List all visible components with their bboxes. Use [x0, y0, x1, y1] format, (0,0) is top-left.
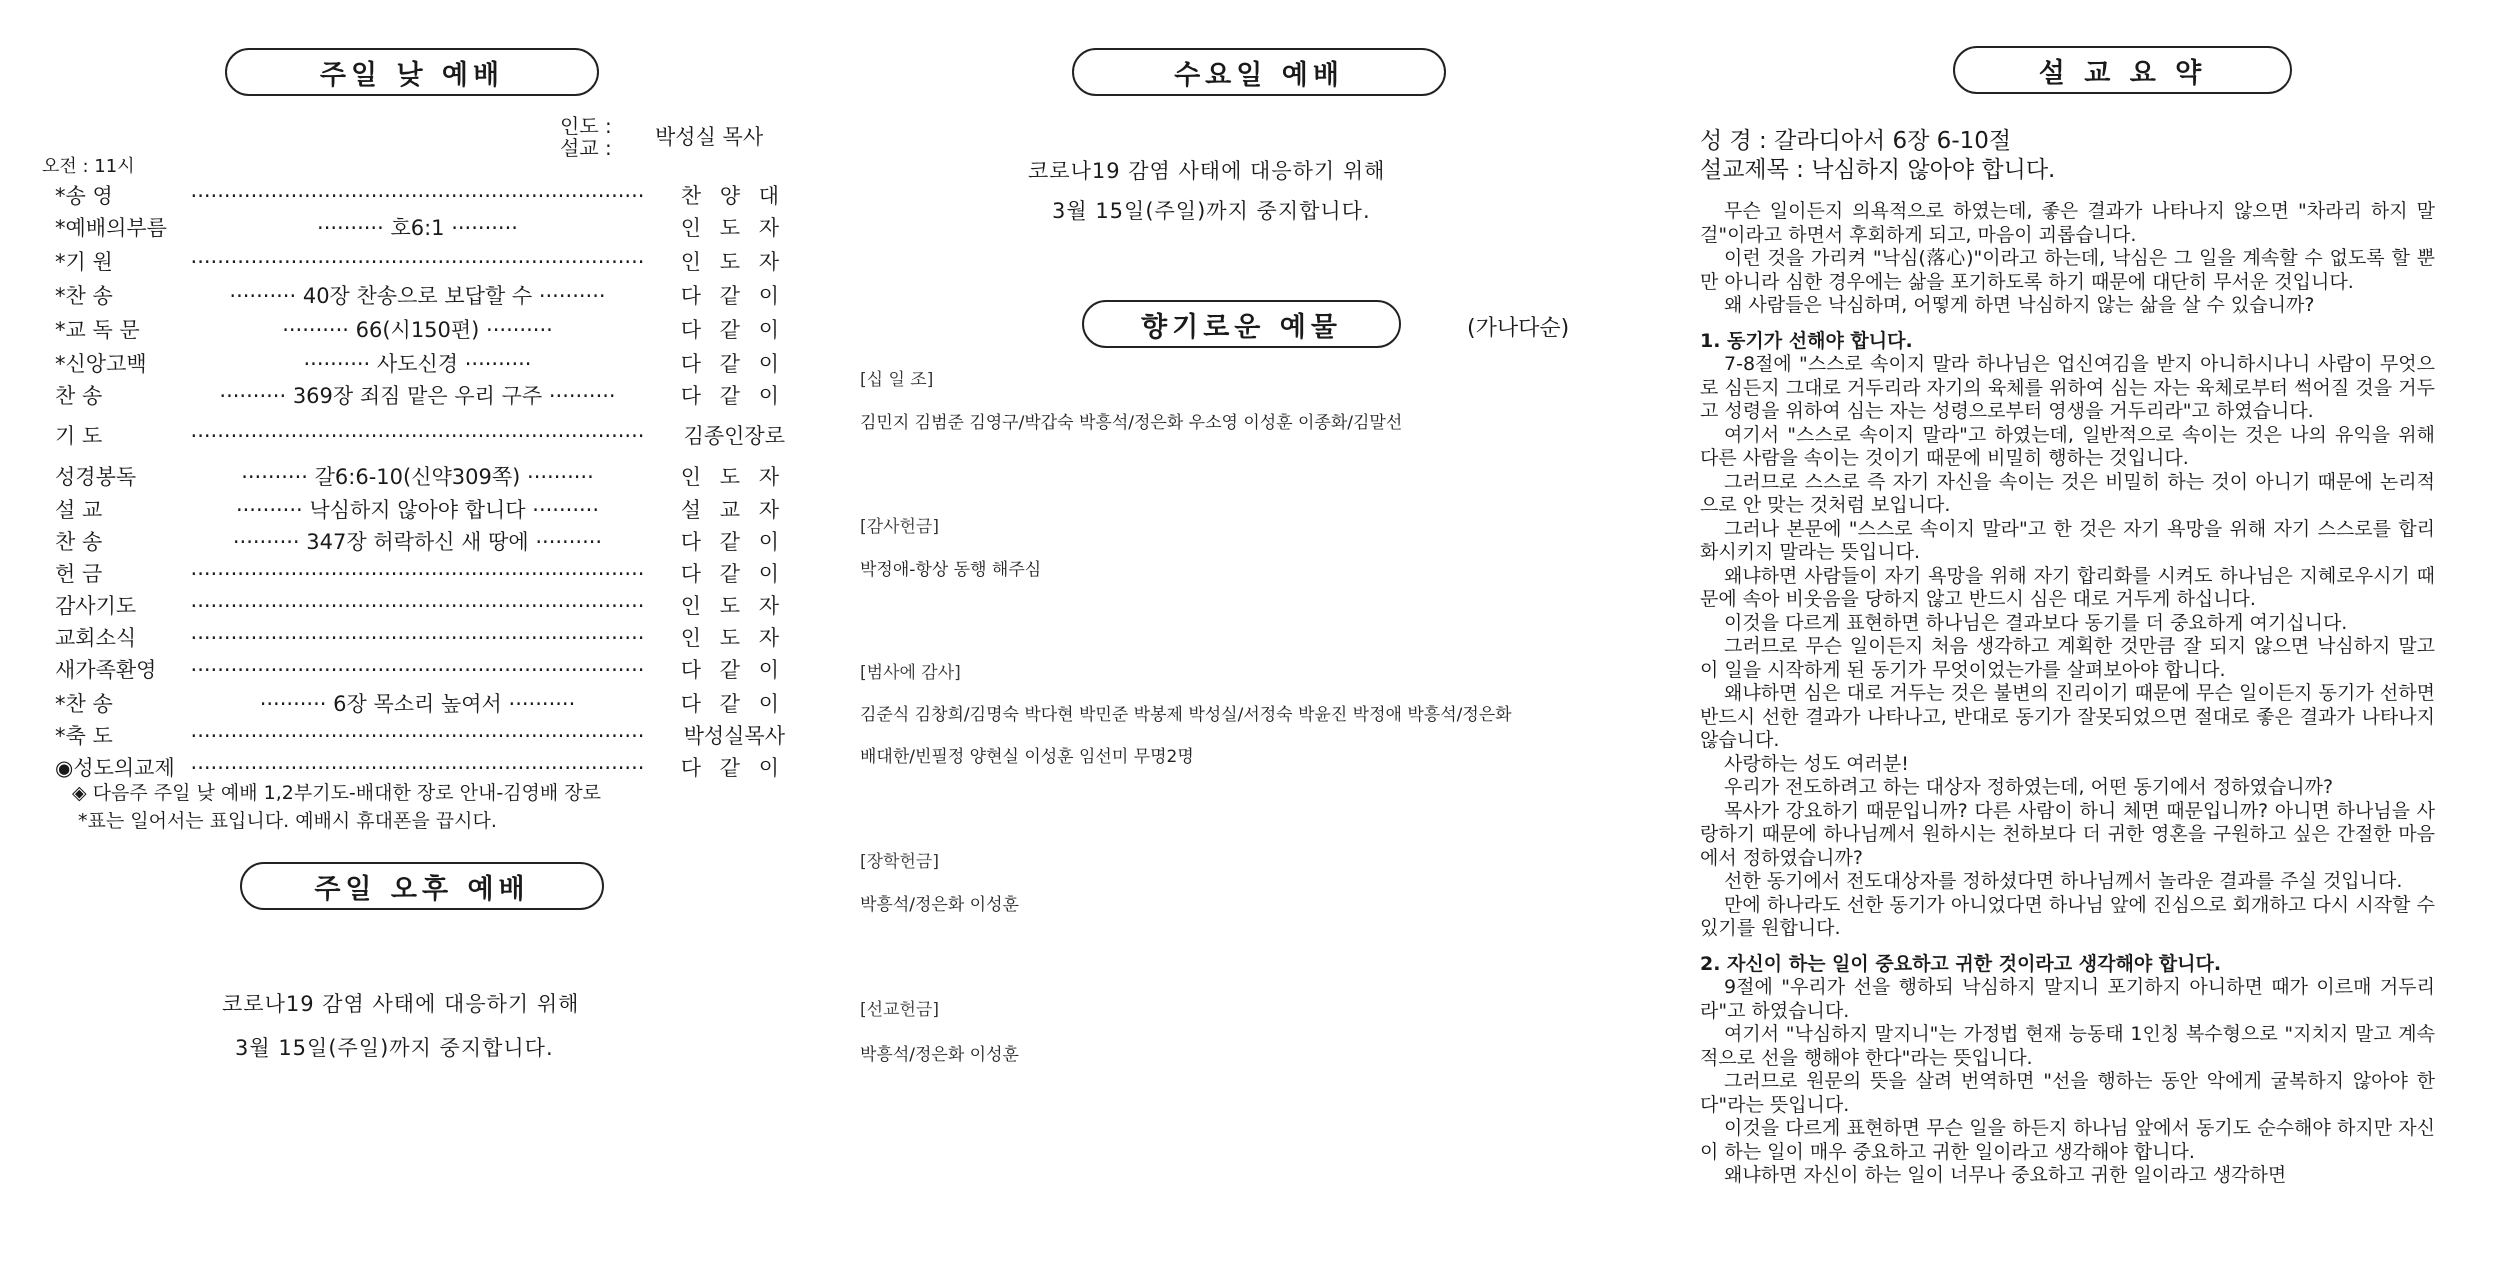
- order-item-detail: ····································································: [190, 424, 645, 448]
- order-item-detail: ····································································: [190, 594, 645, 618]
- order-row: [55, 622, 785, 650]
- offerings-title-text: 향기로운 예물: [1141, 311, 1342, 343]
- order-item-role: 다 같 이: [680, 352, 785, 376]
- order-item-role: 다 같 이: [680, 692, 785, 716]
- order-item-name: 성경봉독: [55, 465, 137, 489]
- sermon-paragraph: 그러므로 스스로 즉 자기 자신을 속이는 것은 비밀히 하는 것이 아니기 때문에 논리적으로 안 맞는 것처럼 보입니다.: [1700, 470, 2435, 516]
- order-item-name: *교 독 문: [55, 318, 140, 342]
- order-item-detail: ·········· 6장 목소리 높여서 ··········: [259, 692, 576, 716]
- sunday-afternoon-title: [240, 862, 604, 910]
- order-item-name: *기 원: [55, 250, 113, 274]
- order-item-detail: ····································································: [190, 626, 645, 650]
- order-row: [55, 314, 785, 342]
- sunday-morning-title: [225, 48, 599, 96]
- order-item-role: 다 같 이: [680, 756, 785, 780]
- sermon-paragraph: 우리가 전도하려고 하는 대상자 정하였는데, 어떤 동기에서 정하였습니까?: [1724, 776, 2334, 798]
- order-row: [55, 348, 785, 376]
- sermon-paragraph: 왜냐하면 자신이 하는 일이 너무나 중요하고 귀한 일이라고 생각하면: [1724, 1164, 2287, 1186]
- order-item-role: 인 도 자: [680, 465, 785, 489]
- sermon-paragraph: 선한 동기에서 전도대상자를 정하셨다면 하나님께서 놀라운 결과를 주실 것입니다.: [1724, 870, 2403, 892]
- offerings-order-note: (가나다순): [1467, 316, 1570, 341]
- offering-group-heading: [선교헌금]: [860, 1000, 939, 1020]
- afternoon-notice-line1: 코로나19 감염 사태에 대응하기 위해: [222, 992, 580, 1016]
- order-item-detail: ·········· 호6:1 ··········: [317, 216, 518, 240]
- order-item-role: 인 도 자: [680, 594, 785, 618]
- sermon-paragraph: 사랑하는 성도 여러분!: [1724, 752, 1909, 775]
- next-week-note: ◈ 다음주 주일 낮 예배 1,2부기도-배대한 장로 안내-김영배 장로: [72, 782, 601, 804]
- order-item-role: 다 같 이: [680, 658, 785, 682]
- order-item-role: 찬 양 대: [680, 184, 785, 208]
- offering-group-names: 박정애-항상 동행 해주심: [860, 560, 1042, 580]
- order-item-detail: ·········· 66(시150편) ··········: [282, 318, 553, 342]
- offering-group-names: 박흥석/정은화 이성훈: [860, 1045, 1019, 1065]
- order-item-name: *송 영: [55, 184, 113, 208]
- standing-note: *표는 일어서는 표입니다. 예배시 휴대폰을 끕시다.: [78, 810, 497, 832]
- sermon-paragraph: 목사가 강요하기 때문입니까? 다른 사람이 하니 체면 때문입니까? 아니면 하나님을 사랑하기 때문에 하나님께서 원하시는 천하보다 더 귀한 영혼을 구원하고 싶은 간절한 마음에서 정하였습니까?: [1700, 799, 2435, 869]
- order-item-detail: ·········· 갈6:6-10(신약309쪽) ··········: [241, 465, 594, 489]
- order-item-detail: ·········· 40장 찬송으로 보답할 수 ··········: [229, 284, 606, 308]
- offering-group-names: 김준식 김창희/김명숙 박다현 박민준 박봉제 박성실/서정숙 박윤진 박정애 박흥석/정은화: [860, 705, 1512, 725]
- order-item-detail: ·········· 낙심하지 않아야 합니다 ··········: [235, 498, 600, 522]
- order-row: [55, 494, 785, 522]
- order-item-role: 다 같 이: [680, 318, 785, 342]
- wednesday-title-text: 수요일 예배: [1174, 59, 1344, 91]
- offering-group-names: 배대한/빈필정 양현실 이성훈 임선미 무명2명: [860, 747, 1194, 767]
- order-row: [55, 526, 785, 554]
- order-item-detail: ·········· 347장 허락하신 새 땅에 ··········: [232, 530, 603, 554]
- sermon-paragraph: 그러므로 원문의 뜻을 살려 번역하면 "선을 행하는 동안 악에게 굴복하지 않아야 한다"라는 뜻입니다.: [1700, 1070, 2435, 1116]
- sermon-title-line: 설교제목 : 낙심하지 않아야 합니다.: [1700, 157, 2056, 183]
- preacher-label: 설교 :: [560, 136, 612, 160]
- order-item-detail: ·········· 369장 죄짐 맡은 우리 구주 ··········: [219, 384, 616, 408]
- offering-group-heading: [범사에 감사]: [860, 663, 961, 683]
- sermon-paragraph: 왜냐하면 심은 대로 거두는 것은 불변의 진리이기 때문에 무슨 일이든지 동기가 선하면 반드시 선한 결과가 나타나고, 반대로 동기가 잘못되었으면 절대로 좋은 결과가 나타나지 않습니다.: [1700, 682, 2435, 751]
- order-item-name: 찬 송: [55, 530, 103, 554]
- sermon-summary-title-text: 설 교 요 약: [2038, 57, 2207, 89]
- order-item-detail: ····································································: [190, 250, 645, 274]
- order-item-role: 다 같 이: [680, 284, 785, 308]
- order-item-name: *찬 송: [55, 692, 113, 716]
- order-row: [55, 558, 785, 586]
- order-row: [55, 461, 785, 489]
- offering-group-heading: [장학헌금]: [860, 852, 939, 872]
- order-item-role: 박성실목사: [683, 724, 785, 748]
- sermon-paragraph: 여기서 "낙심하지 말지니"는 가정법 현재 능동태 1인칭 복수형으로 "지치지 말고 계속적으로 선을 행해야 한다"라는 뜻입니다.: [1700, 1023, 2435, 1069]
- order-row: [55, 590, 785, 618]
- order-item-name: 감사기도: [55, 594, 137, 618]
- sermon-paragraph: 그러므로 무슨 일이든지 처음 생각하고 계획한 것만큼 잘 되지 않으면 낙심하지 말고 이 일을 시작하게 된 동기가 무엇이었는가를 살펴보아야 합니다.: [1700, 635, 2435, 681]
- order-row: [55, 688, 785, 716]
- order-row: [55, 280, 785, 308]
- order-item-role: 인 도 자: [680, 626, 785, 650]
- order-row: [55, 246, 785, 274]
- wednesday-notice-line2: 3월 15일(주일)까지 중지합니다.: [1052, 199, 1371, 223]
- order-item-role: 설 교 자: [680, 498, 785, 522]
- order-item-name: *신앙고백: [55, 352, 147, 376]
- order-row: [55, 720, 785, 748]
- sermon-paragraph: 왜냐하면 사람들이 자기 욕망을 위해 자기 합리화를 시켜도 하나님은 지혜로우시기 때문에 속아 비웃음을 당하지 않고 반드시 심은 대로 거두게 하십니다.: [1700, 564, 2435, 610]
- sermon-paragraph: 이것을 다르게 표현하면 하나님은 결과보다 동기를 더 중요하게 여기십니다.: [1724, 611, 2348, 634]
- sermon-paragraph: 왜 사람들은 낙심하며, 어떻게 하면 낙심하지 않는 삶을 살 수 있습니까?: [1724, 294, 2315, 316]
- order-item-role: 다 같 이: [680, 384, 785, 408]
- sermon-paragraph: 여기서 "스스로 속이지 말라"고 하였는데, 일반적으로 속이는 것은 나의 유익을 위해 다른 사람을 속이는 것이기 때문에 비밀히 행하는 것입니다.: [1700, 423, 2435, 469]
- order-item-role: 김종인장로: [683, 424, 785, 448]
- afternoon-notice-line2: 3월 15일(주일)까지 중지합니다.: [235, 1036, 554, 1060]
- sermon-paragraph: 9절에 "우리가 선을 행하되 낙심하지 말지니 포기하지 아니하면 때가 이르매 거두리라"고 하였습니다.: [1700, 976, 2435, 1022]
- order-item-name: 기 도: [55, 424, 103, 448]
- offering-group-names: 박흥석/정은화 이성훈: [860, 895, 1019, 915]
- order-item-name: *찬 송: [55, 284, 113, 308]
- order-item-name: 설 교: [55, 498, 103, 522]
- order-item-name: 교회소식: [55, 626, 137, 650]
- scripture-line: 성 경 : 갈라디아서 6장 6-10절: [1700, 128, 2012, 154]
- order-item-name: 찬 송: [55, 384, 103, 408]
- order-row: [55, 654, 785, 682]
- order-item-name: ◉성도의교제: [55, 756, 175, 780]
- sunday-afternoon-title-text: 주일 오후 예배: [314, 873, 530, 905]
- order-item-role: 다 같 이: [680, 562, 785, 586]
- sermon-paragraph: 이것을 다르게 표현하면 무슨 일을 하든지 하나님 앞에서 동기도 순수해야 하지만 자신이 하는 일이 매우 중요하고 귀한 일이라고 생각해야 합니다.: [1700, 1117, 2435, 1163]
- sermon-paragraph: 7-8절에 "스스로 속이지 말라 하나님은 업신여김을 받지 아니하시나니 사람이 무엇으로 심든지 그대로 거두리라 자기의 육체를 위하여 심는 자는 육체로부터 썩어질 것을 거두고 성령을 위하여 심는 자는 성령으로부터 영생을 거두리라"고 하였습니다.: [1700, 353, 2435, 422]
- sermon-point-heading: 2. 자신이 하는 일이 중요하고 귀한 것이라고 생각해야 합니다.: [1700, 952, 2222, 975]
- sermon-paragraph: 무슨 일이든지 의욕적으로 하였는데, 좋은 결과가 나타나지 않으면 "차라리 하지 말 걸"이라고 하면서 후회하게 되고, 마음이 괴롭습니다.: [1700, 200, 2435, 246]
- order-item-detail: ····································································: [190, 562, 645, 586]
- offerings-title: [1082, 300, 1401, 348]
- order-item-name: *축 도: [55, 724, 113, 748]
- offering-group-heading: [감사헌금]: [860, 517, 939, 537]
- order-item-detail: ····································································: [190, 756, 645, 780]
- order-item-name: 새가족환영: [55, 658, 157, 682]
- offering-group-names: 김민지 김범준 김영구/박갑숙 박흥석/정은화 우소영 이성훈 이종화/김말선: [860, 413, 1403, 433]
- order-row: [55, 380, 785, 408]
- offering-group-heading: [십 일 조]: [860, 370, 934, 390]
- wednesday-title: [1072, 48, 1446, 96]
- order-item-role: 다 같 이: [680, 530, 785, 554]
- sunday-morning-title-text: 주일 낮 예배: [319, 59, 505, 91]
- wednesday-notice-line1: 코로나19 감염 사태에 대응하기 위해: [1028, 159, 1386, 183]
- order-item-name: 헌 금: [55, 562, 103, 586]
- order-item-detail: ····································································: [190, 184, 645, 208]
- order-item-role: 인 도 자: [680, 250, 785, 274]
- presider-label: 인도 :: [560, 114, 612, 138]
- order-item-detail: ·········· 사도신경 ··········: [303, 352, 532, 376]
- order-item-role: 인 도 자: [680, 216, 785, 240]
- order-item-detail: ····································································: [190, 658, 645, 682]
- order-row: [55, 212, 785, 240]
- order-row: [55, 420, 785, 448]
- order-item-name: *예배의부름: [55, 216, 167, 240]
- sermon-paragraph: 그러나 본문에 "스스로 속이지 말라"고 한 것은 자기 욕망을 위해 자기 스스로를 합리화시키지 말라는 뜻입니다.: [1700, 517, 2435, 563]
- order-row: [55, 180, 785, 208]
- order-item-detail: ····································································: [190, 724, 645, 748]
- order-row: [55, 752, 785, 780]
- sermon-paragraph: 이런 것을 가리켜 "낙심(落心)"이라고 하는데, 낙심은 그 일을 계속할 수 없도록 할 뿐만 아니라 심한 경우에는 삶을 포기하도록 하기 때문에 대단히 무서운 것입니다.: [1700, 247, 2435, 293]
- sermon-body: [1700, 200, 2435, 1188]
- service-time: 오전 : 11시: [42, 156, 135, 177]
- sermon-summary-title: [1953, 46, 2292, 94]
- presider-name: 박성실 목사: [655, 125, 764, 149]
- sermon-point-heading: 1. 동기가 선해야 합니다.: [1700, 329, 1913, 352]
- sermon-paragraph: 만에 하나라도 선한 동기가 아니었다면 하나님 앞에 진심으로 회개하고 다시 시작할 수 있기를 원합니다.: [1700, 893, 2435, 939]
